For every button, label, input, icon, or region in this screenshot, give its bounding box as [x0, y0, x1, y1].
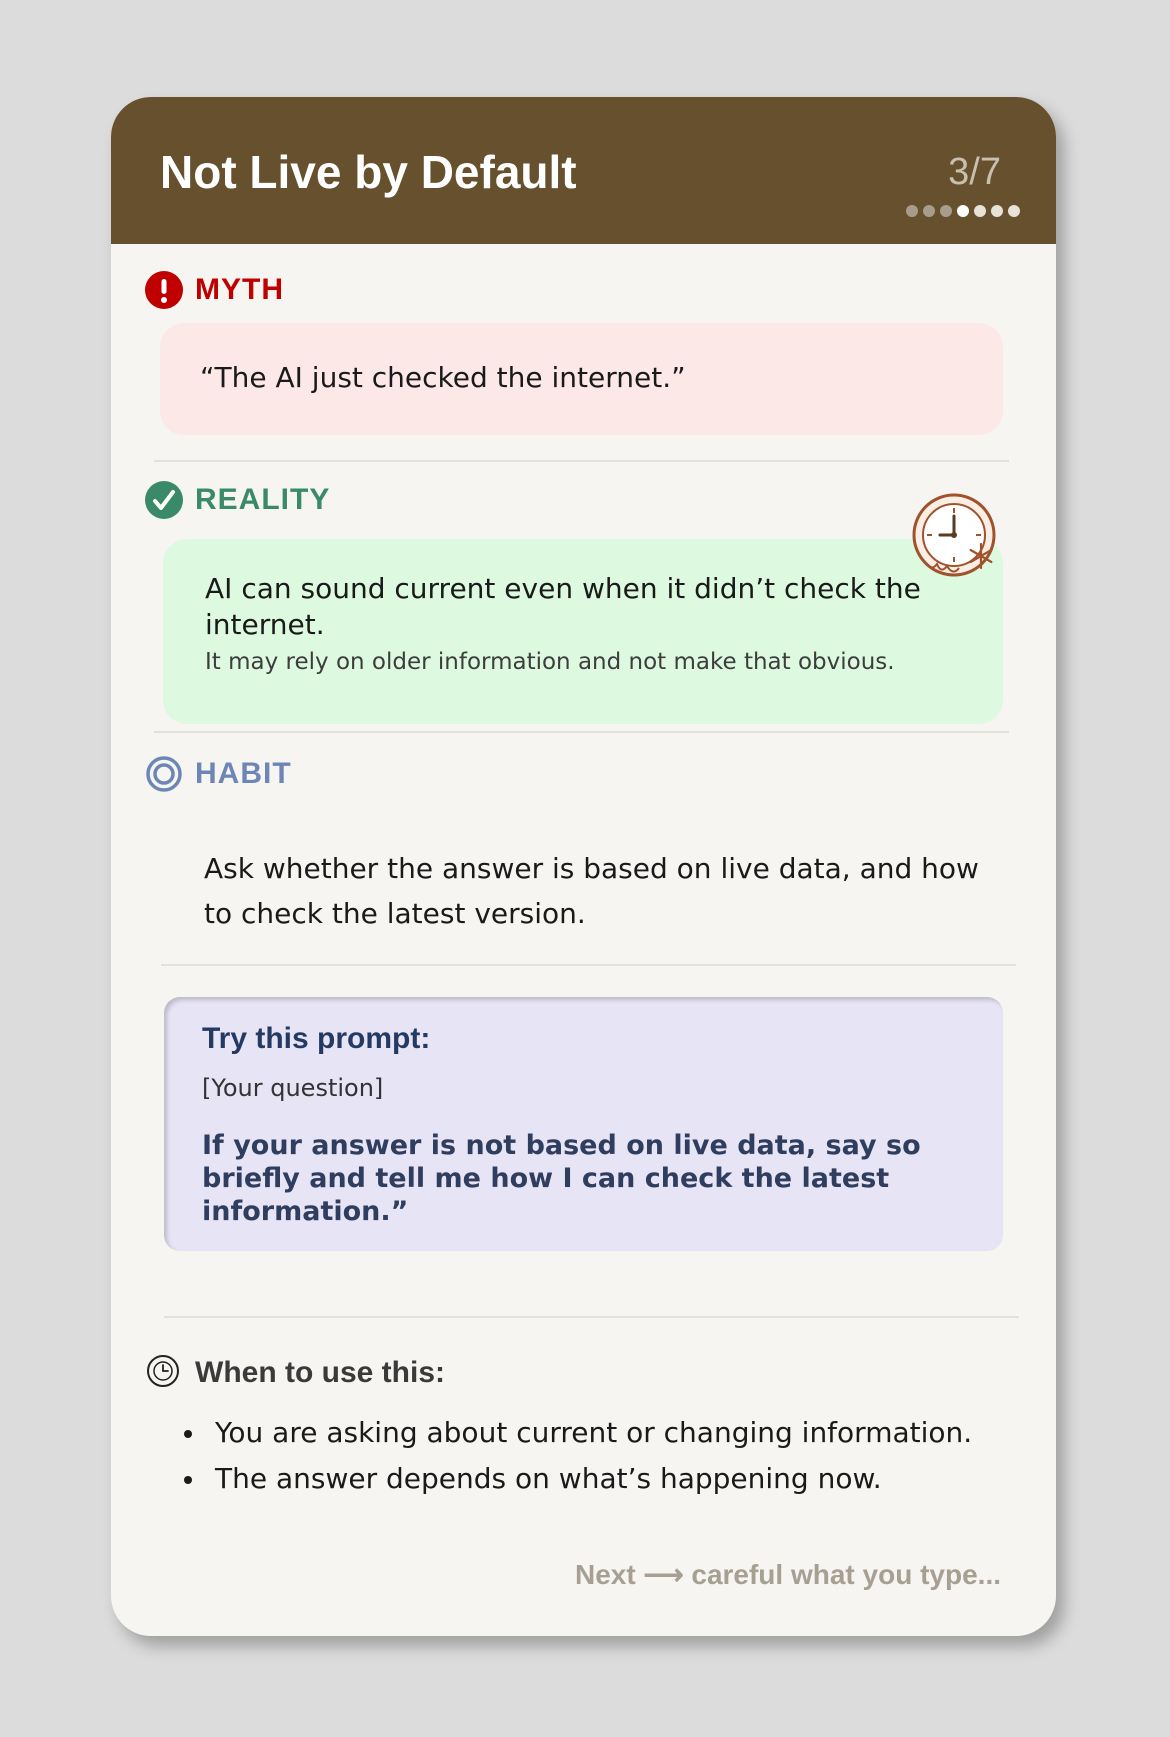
when-label: [145, 1353, 445, 1393]
reality-box: [163, 539, 1003, 724]
myth-text: “The AI just checked the internet.”: [200, 361, 686, 394]
when-list: [184, 1410, 972, 1502]
ring-icon: [145, 755, 183, 793]
prompt-heading: Try this prompt:: [202, 1022, 431, 1055]
reality-label: [145, 481, 330, 519]
list-item: The answer depends on what’s happening now.: [184, 1456, 972, 1502]
reality-label-text: REALITY: [195, 483, 331, 516]
card-header: [111, 97, 1056, 244]
progress-dot: [906, 205, 918, 217]
when-heading: When to use this:: [195, 1356, 445, 1389]
progress-dot: [991, 205, 1003, 217]
next-link[interactable]: Next ⟶ careful what you type...: [574, 1559, 1001, 1590]
divider: [154, 460, 1009, 462]
myth-box: [160, 323, 1003, 435]
progress-dot: [974, 205, 986, 217]
habit-label-text: HABIT: [195, 757, 292, 790]
check-circle-icon: [145, 481, 183, 519]
myth-label: [145, 271, 284, 309]
exclamation-circle-icon: [145, 271, 183, 309]
tip-card: [111, 97, 1056, 1636]
progress-dot: [1008, 205, 1020, 217]
page-counter: 3/7: [948, 151, 1001, 193]
card-title: Not Live by Default: [160, 146, 577, 198]
divider: [161, 964, 1016, 966]
prompt-placeholder: [Your question]: [202, 1074, 384, 1102]
habit-text: Ask whether the answer is based on live data, and how to check the latest version.: [204, 852, 979, 930]
progress-dot-current: [957, 205, 969, 217]
list-item: You are asking about current or changing information.: [184, 1410, 972, 1456]
progress-dots: [906, 205, 1020, 217]
progress-dot: [923, 205, 935, 217]
progress-dot: [940, 205, 952, 217]
habit-label: [145, 755, 292, 793]
divider: [164, 1316, 1019, 1318]
reality-sub-text: It may rely on older information and not make that obvious.: [205, 649, 895, 675]
prompt-box: [164, 997, 1003, 1251]
prompt-body: If your answer is not based on live data, say so briefly and tell me how I can check the latest information.”: [202, 1130, 921, 1227]
myth-label-text: MYTH: [195, 273, 284, 306]
clock-icon: [145, 1353, 181, 1393]
reality-main-text: AI can sound current even when it didn’t check the internet.: [205, 572, 921, 641]
divider: [154, 731, 1009, 733]
frozen-clock-icon: [911, 492, 1003, 588]
